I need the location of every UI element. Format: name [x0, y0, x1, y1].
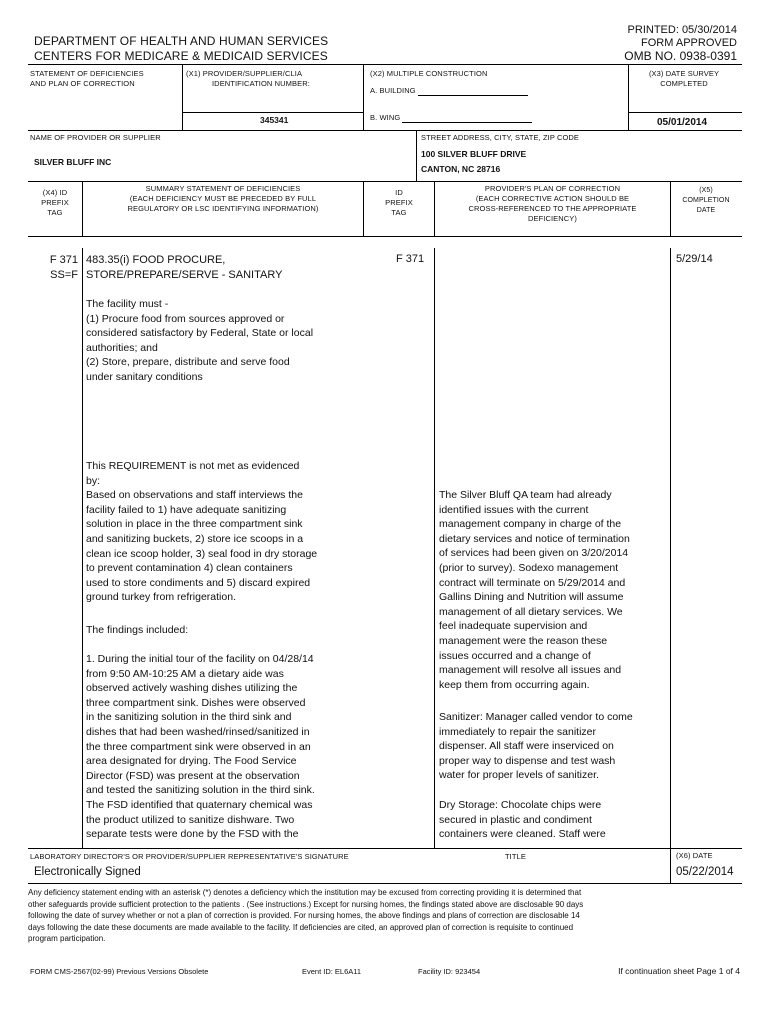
event-id: Event ID: EL6A11: [302, 967, 362, 976]
id-header-1: ID: [395, 188, 403, 197]
plan-header-1: PROVIDER'S PLAN OF CORRECTION: [484, 184, 621, 193]
deficiency-tag-left: [28, 253, 78, 283]
col-vline-3: [434, 181, 435, 236]
id-header: [364, 188, 434, 218]
x5-header-1: (X5): [699, 187, 713, 194]
row-1-bottom: [28, 130, 742, 131]
deficiency-title: [86, 253, 282, 283]
statement-label: [30, 69, 144, 89]
signature-value: Electronically Signed: [34, 866, 141, 878]
x1-inner-line: [182, 112, 363, 113]
department-line-1: DEPARTMENT OF HEALTH AND HUMAN SERVICES: [34, 34, 329, 48]
wing-field: [370, 113, 532, 123]
signature-vline: [670, 848, 671, 883]
top-vline-2: [363, 64, 364, 130]
address-line-2: CANTON, NC 28716: [421, 164, 501, 174]
id-header-3: TAG: [391, 208, 407, 217]
plan-intro-text: The Silver Bluff QA team had already identified issues with the current management company in charge of the dietary services and notice of termination of services had been given on 3/20/2014 (prior to survey). Sodexo management contract will terminate on 5/29/2014 and Gallins Dining and Nutrition will assume management of all dietary services. We feel inadequate supervision and management were the reason these issues occurred and a change of management will resolve all issues and keep them from occurring again.: [439, 489, 630, 691]
provider-name: SILVER BLUFF INC: [34, 157, 112, 167]
plan-header-2: (EACH CORRECTIVE ACTION SHOULD BE: [475, 194, 630, 203]
top-vline-1: [182, 64, 183, 130]
x5-header-2: COMPLETION: [682, 197, 730, 204]
printed-date: PRINTED: 05/30/2014: [627, 24, 737, 36]
x1-label: [186, 69, 310, 89]
wing-label: B. WING: [370, 113, 401, 122]
summary-header-2: (EACH DEFICIENCY MUST BE PRECEDED BY FULL: [129, 194, 317, 203]
summary-header-1: SUMMARY STATEMENT OF DEFICIENCIES: [145, 184, 301, 193]
page-continuation: If continuation sheet Page 1 of 4: [618, 966, 740, 976]
form-approval-block: [624, 24, 737, 63]
form-number: FORM CMS-2567(02-99) Previous Versions Obsolete: [30, 967, 209, 976]
x3-label-1: (X3) DATE SURVEY: [648, 69, 720, 78]
x3-label-2: COMPLETED: [660, 79, 708, 88]
col-vline-1: [82, 181, 83, 236]
x3-inner-line: [628, 112, 742, 113]
plan-header-3: CROSS-REFERENCED TO THE APPROPRIATE: [468, 204, 637, 213]
plan-sanitizer-text: Sanitizer: Manager called vendor to come immediately to repair the sanitizer dispenser. All staff were inserviced on proper way to dispense and test wash water for proper levels of sanitizer.: [439, 711, 633, 782]
body-vline-2: [434, 248, 435, 848]
deficiency-title-2: STORE/PREPARE/SERVE - SANITARY: [86, 269, 283, 281]
x4-header: [28, 188, 82, 218]
row-2-bottom: [28, 181, 742, 182]
body-vline-3: [670, 248, 671, 848]
plan-header-4: DEFICIENCY): [527, 214, 578, 223]
x5-header: [671, 186, 741, 216]
tag-left-1: F 371: [49, 254, 78, 266]
facility-id: Facility ID: 923454: [418, 967, 481, 976]
id-header-2: PREFIX: [385, 198, 413, 207]
building-field: [370, 86, 528, 96]
signature-bottom-line: [28, 883, 742, 884]
signature-top-line: [28, 848, 742, 849]
findings-heading: The findings included:: [86, 624, 189, 636]
title-label: TITLE: [505, 852, 526, 861]
department-line-2: CENTERS FOR MEDICARE & MEDICAID SERVICES: [34, 49, 328, 63]
signature-label: LABORATORY DIRECTOR'S OR PROVIDER/SUPPLIER REPRESENTATIVE'S SIGNATURE: [30, 852, 349, 861]
x5-header-3: DATE: [696, 207, 716, 214]
top-vline-3: [628, 64, 629, 130]
plan-header: [436, 184, 669, 224]
body-vline-1: [82, 248, 83, 848]
department-title: [34, 34, 328, 64]
building-label: A. BUILDING: [370, 86, 416, 95]
completion-date: 5/29/14: [676, 253, 713, 265]
x4-header-3: TAG: [47, 208, 63, 217]
finding-1-text: 1. During the initial tour of the facility on 04/28/14 from 9:50 AM-10:25 AM a dietary aide was observed actively washing dishes utilizing the three compartment sink. Dishes were observed in the sanitizing solution in the third sink and dishes that had been washed/rinsed/sanitized in the three compartment sink were observed in an area designated for drying. The Food Service Director (FSD) was present at the observation and tested the sanitizing solution in the third sink. The FSD identified that quaternary chemical was the product utilized to sanitize dishware. Two separate tests were done by the FSD with the: [86, 653, 315, 841]
survey-completed-date: 05/01/2014: [657, 117, 708, 128]
deficiency-tag-right: F 371: [396, 253, 425, 265]
form-approved: FORM APPROVED: [641, 37, 737, 49]
tag-left-2: SS=F: [50, 269, 78, 281]
statement-label-1: STATEMENT OF DEFICIENCIES: [30, 69, 144, 78]
address-line-1: 100 SILVER BLUFF DRIVE: [421, 149, 527, 159]
address-vline: [416, 130, 417, 181]
regulation-text: The facility must - (1) Procure food from sources approved or considered satisfactory by Federal, State or local authorities; and (2) Store, prepare, distribute and serve food under sanitary conditions: [86, 298, 314, 383]
provider-name-label: NAME OF PROVIDER OR SUPPLIER: [30, 133, 161, 142]
omb-number: OMB NO. 0938-0391: [624, 49, 737, 63]
disclaimer-text: Any deficiency statement ending with an asterisk (*) denotes a deficiency which the institution may be excused from correcting providing it is determined that other safeguards provide sufficient protection to the patients . (See instructions.) Except for nursing homes, the findings stated above are disclosable 90 days following the date of survey whether or not a plan of correction is provided. For nursing homes, the above findings and plans of correction are disclosable 14 days following the date these documents are made available to the facility. If deficiencies are cited, an approved plan of correction is requisite to continued program participation.: [28, 888, 584, 944]
deficiency-title-1: 483.35(i) FOOD PROCURE,: [86, 254, 226, 266]
address-label: STREET ADDRESS, CITY, STATE, ZIP CODE: [421, 133, 580, 142]
signature-date: 05/22/2014: [676, 866, 734, 878]
x6-date-label: (X6) DATE: [676, 851, 713, 860]
wing-blank: [402, 113, 532, 123]
x4-header-2: PREFIX: [41, 198, 69, 207]
top-border: [28, 64, 742, 65]
x3-label: [632, 69, 736, 89]
x1-label-1: (X1) PROVIDER/SUPPLIER/CLIA: [186, 69, 303, 78]
building-blank: [418, 86, 528, 96]
x4-header-1: (X4) ID: [42, 188, 68, 197]
x2-label: (X2) MULTIPLE CONSTRUCTION: [370, 69, 488, 78]
column-header-bottom: [28, 236, 742, 237]
summary-header: [84, 184, 362, 214]
x1-label-2: IDENTIFICATION NUMBER:: [212, 79, 310, 88]
statement-label-2: AND PLAN OF CORRECTION: [30, 79, 135, 88]
requirement-text: This REQUIREMENT is not met as evidenced by: Based on observations and staff interviews the facility failed to 1) have adequate sanitizing solution in place in the three compartment sink and sanitizing buckets, 2) store ice scoops in a clean ice scoop holder, 3) seal food in dry storage to prevent contamination 4) clean containers used to store condiments and 5) discard expired ground turkey from refrigeration.: [86, 460, 318, 604]
plan-dry-storage-text: Dry Storage: Chocolate chips were secured in plastic and condiment containers were cleaned. Staff were: [439, 799, 606, 841]
provider-number: 345341: [260, 115, 289, 125]
summary-header-3: REGULATORY OR LSC IDENTIFYING INFORMATION): [127, 204, 319, 213]
